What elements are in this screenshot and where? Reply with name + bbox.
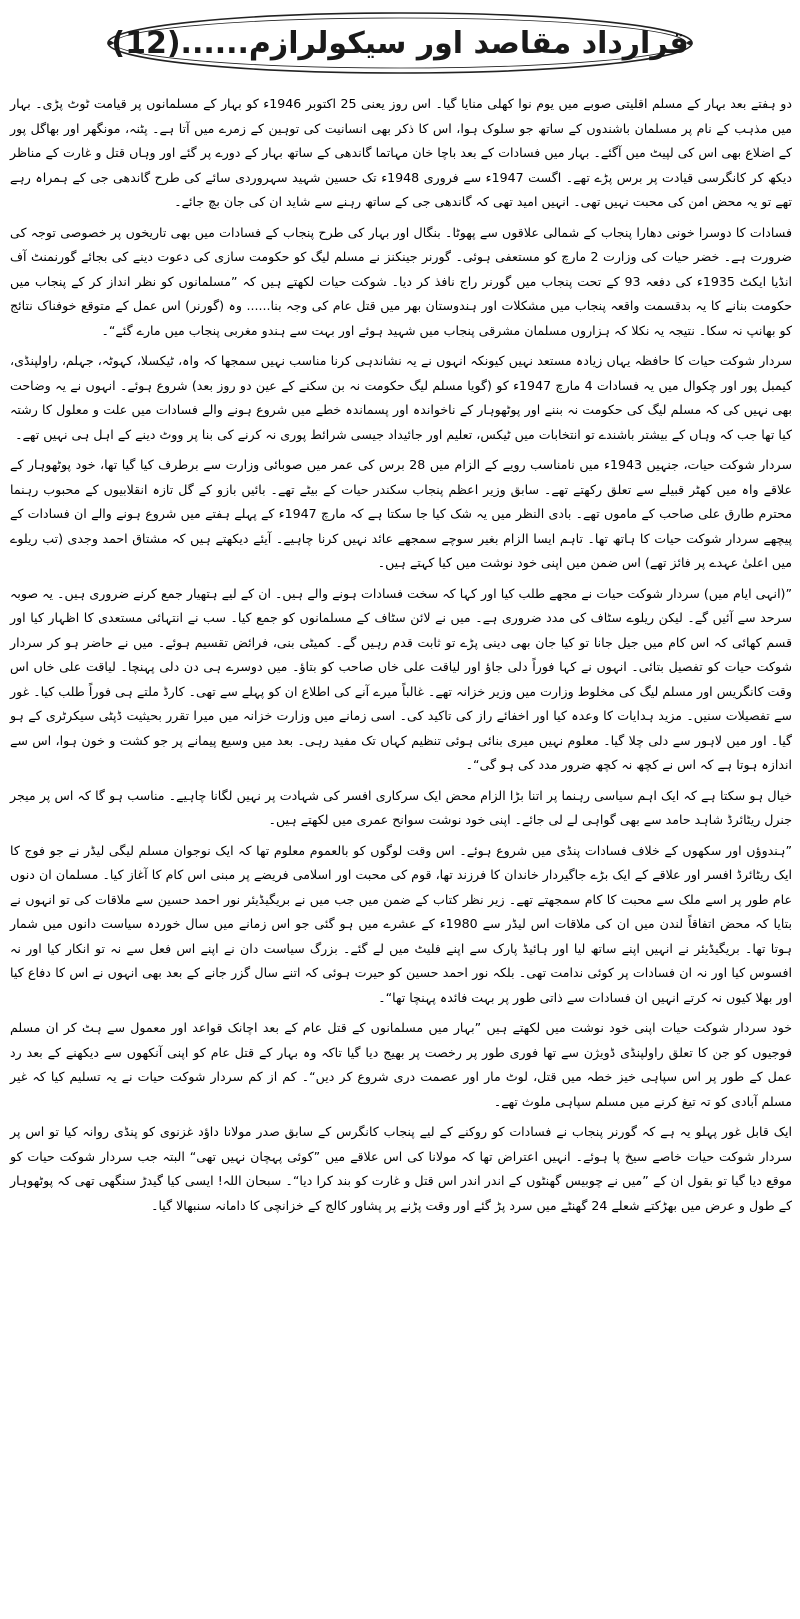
quoted-paragraph: ”(انہی ایام میں) سردار شوکت حیات نے مجھے طلب کیا اور کہا کہ سخت فسادات ہونے والے ہیں۔ ان کے لیے ہتھیار جمع کرنے ضروری ہیں۔ یہ صوبہ سرحد سے آئیں گے۔ لیکن ریلوے سٹاف کی مدد ضروری ہے۔ میں نے لائن سٹاف کے مسلمانوں کو جمع کیا۔ سب نے انتہائی مستعدی کا اظہار کیا اور قسم کھائی کہ اس کام میں جیل جانا تو کیا جان بھی دینی پڑے تو ثابت قدم رہیں گے۔ کمیٹی بنی، فرائض تقسیم ہوئے۔ میں نے حاضر ہو کر سردار شوکت حیات کو تفصیل بتائی۔ انہوں نے کہا فوراً دلی جاؤ اور لیاقت علی خاں صاحب کو بتاؤ۔ میں دوسرے ہی دن دلی پہنچا۔ لیاقت علی خاں اس وقت کانگریس اور مسلم لیگ کی مخلوط وزارت میں وزیر خزانہ تھے۔ غالباً میرے آنے کی اطلاع ان کو پہلے سے تھی۔ کارڈ ملتے ہی فوراً طلب کیا۔ غور سے تفصیلات سنیں۔ مزید ہدایات کا وعدہ کیا اور اخفائے راز کی تاکید کی۔ اسی زمانے میں وزارت خزانہ میں میرا تقرر بحیثیت ڈپٹی سیکرٹری کے ہو گیا۔ اور میں لاہور سے دلی چلا گیا۔ معلوم نہیں میری بنائی ہوئی تنظیم کہاں تک مفید رہی۔ بعد میں وسیع پیمانے پر جو کشت و خون ہوا، اس سے اندازہ ہوتا ہے کہ اس نے کچھ نہ کچھ ضرور مدد کی ہو گی“۔ [10,585,792,772]
paragraph: فسادات کا دوسرا خونی دھارا پنجاب کے شمالی علاقوں سے پھوٹا۔ بنگال اور بہار کی طرح پنجاب کے فسادات میں بھی تاریخوں پر خصوصی توجہ کی ضرورت ہے۔ خضر حیات کی وزارت 2 مارچ کو مستعفی ہوئی۔ گورنر جینکنز نے مسلم لیگ کو حکومت سازی کی دعوت دینے کی بجائے گورنمنٹ آف انڈیا ایکٹ 1935ء کی دفعہ 93 کے تحت پنجاب میں گورنر راج نافذ کر دیا۔ شوکت حیات لکھتے ہیں کہ ”مسلمانوں کو نظر انداز کر کے پنجاب میں حکومت بنانے کا یہ بدقسمت واقعہ پنجاب میں مشکلات اور ہندوستان بھر میں قتل عام کی وجہ بنا...... وہ (گورنر) اس عمل کے متوقع خوفناک نتائج کو بھانپ نہ سکا۔ نتیجہ یہ نکلا کہ ہزاروں مسلمان مشرقی پنجاب میں شہید ہوئے اور بہت سے ہندو مغربی پنجاب میں مارے گئے“۔ [10,224,792,338]
column-title: قرارداد مقاصد اور سیکولرازم......(12) [111,25,689,61]
column-header-banner [100,5,700,81]
quoted-paragraph: ”ہندوؤں اور سکھوں کے خلاف فسادات پنڈی میں شروع ہوئے۔ اس وقت لوگوں کو بالعموم معلوم تھا کہ ایک نوجوان مسلم لیگی لیڈر نے جو فوج کا ایک ریٹائرڈ افسر اور علاقے کے ایک بڑے جاگیردار خاندان کا فرزند تھا، قوم کی محبت اور اسلامی فریضے پر مبنی اس کام کا آغاز کیا۔ مسلمان ان دنوں عام طور پر اسے ملک سے محبت کا کام سمجھتے تھے۔ زیر نظر کتاب کے ضمن میں جب میں نے بریگیڈیئر نور احمد حسین سے ملاقات کی تو انہوں نے بتایا کہ محض اتفاقاً لندن میں ان کی ملاقات اس لیڈر سے 1980ء کے عشرے میں ہو گئی جو اس زمانے میں سال خوردہ سیاست دانوں میں شمار ہوتا تھا۔ بریگیڈیئر نے انہیں اپنے ساتھ لیا اور ہائیڈ پارک سے اپنے فلیٹ میں لے گئے۔ بزرگ سیاست دان نے اپنے اس فعل سے نہ تو انکار کیا اور نہ افسوس کیا اور نہ ان فسادات پر کوئی ندامت تھی۔ بلکہ نور احمد حسین کو حیرت ہوئی کہ اتنے سال گزر جانے کے بعد بھی انہوں نے اس کا دفاع کیا اور بھلا کیوں نہ کرتے انہیں ان فسادات سے ذاتی طور پر بہت فائدہ پہنچا تھا“۔ [10,842,792,1005]
paragraph: خیال ہو سکتا ہے کہ ایک اہم سیاسی رہنما پر اتنا بڑا الزام محض ایک سرکاری افسر کی شہادت پر نہیں لگانا چاہیے۔ مناسب ہو گا کہ اس پر میجر جنرل ریٹائرڈ شاہد حامد سے بھی گواہی لے لی جائے۔ اپنی خود نوشت سوانح عمری میں لکھتے ہیں۔ [10,787,792,827]
article-body [10,92,792,1224]
paragraph: ایک قابل غور پہلو یہ ہے کہ گورنر پنجاب نے فسادات کو روکنے کے لیے پنجاب کانگرس کے سابق صدر مولانا داؤد غزنوی کو پنڈی روانہ کیا تو اس پر سردار شوکت حیات خاصے سیخ پا ہوئے۔ انہیں اعتراض تھا کہ مولانا کی اس علاقے میں ”کوئی پہچان نہیں تھی“ البتہ جب سردار شوکت حیات کو موقع دیا گیا تو بقول ان کے ”میں نے چوبیس گھنٹوں کے اندر اندر اس قتل و غارت کو بند کرا دیا“۔ سبحان اللہ! ایسی کیا گیدڑ سنگھی تھی کہ پوٹھوہار کے طول و عرض میں بھڑکتے شعلے 24 گھنٹے میں سرد پڑ گئے اور وقت پڑنے پر پشاور کالج کے خزانچی کا دامانہ سنبھالا گیا۔ [10,1124,792,1213]
paragraph: دو ہفتے بعد بہار کے مسلم اقلیتی صوبے میں یوم نوا کھلی منایا گیا۔ اس روز یعنی 25 اکتوبر 1946ء کو بہار کے مسلمانوں پر قیامت ٹوٹ پڑی۔ بہار میں مذہب کے نام پر مسلمان باشندوں کے ساتھ جو سلوک ہوا، اس کا ذکر بھی انسانیت کی توہین کے زمرے میں آتا ہے۔ پٹنہ، مونگھر اور بھاگل پور کے اضلاع بھی اس کی لپیٹ میں آگئے۔ بہار میں فسادات کے بعد باچا خان مہاتما گاندھی کے ساتھ بہار کے دورے پر گئے اور وہاں قتل و غارت کے مناظر دیکھ کر کانگرسی قیادت پر برس پڑے تھے۔ اگست 1947ء سے فروری 1948ء تک حسین شہید سہروردی سائے کی طرح گاندھی جی کے ہمراہ رہے تھے تو یہ محض امن کی محبت نہیں تھی۔ انہیں امید تھی کہ گاندھی جی کے ساتھ رہنے سے شاید ان کی جان بچ جائے۔ [10,96,793,209]
paragraph: خود سردار شوکت حیات اپنی خود نوشت میں لکھتے ہیں ”بہار میں مسلمانوں کے قتل عام کے بعد اچانک قواعد اور معمول سے ہٹ کر ان مسلم فوجیوں کو جن کا تعلق راولپنڈی ڈویژن سے تھا فوری طور پر رخصت پر بھیج دیا گیا تاکہ وہ بہار کے قتل عام کو اپنی آنکھوں سے دیکھنے کے بعد رد عمل کے طور پر اس سپاہی خیز خطہ میں قتل، لوٹ مار اور عصمت دری شروع کر دیں“۔ کم از کم سردار شوکت حیات نے یہ تسلیم کیا کہ غیر مسلم آبادی کو تہ تیغ کرنے میں مسلم سپاہی ملوث تھے۔ [10,1020,792,1109]
paragraph: سردار شوکت حیات کا حافظہ یہاں زیادہ مستعد نہیں کیونکہ انہوں نے یہ نشاندہی کرنا مناسب نہیں سمجھا کہ واہ، ٹیکسلا، کہوٹہ، جہلم، راولپنڈی، کیمبل پور اور چکوال میں یہ فسادات 4 مارچ 1947ء کو (گویا مسلم لیگ حکومت نہ بن سکنے کے عین دو روز بعد) شروع ہوئے۔ انہوں نے یہ وضاحت بھی نہیں کی کہ مسلم لیگ کی حکومت نہ بننے اور پوٹھوہار کے ناخواندہ اور پسماندہ خطے میں شروع ہونے والے فسادات میں علت و معلول کا رشتہ کیا تھا جب کہ وہاں کے بیشتر باشندے تو انتخابات میں ٹیکس، تعلیم اور جائیداد جیسی شرائط پوری نہ کرنے کی بنا پر ووٹ دینے کے اہل ہی نہیں تھے۔ [10,353,792,442]
paragraph: سردار شوکت حیات، جنہیں 1943ء میں نامناسب رویے کے الزام میں 28 برس کی عمر میں صوبائی وزارت سے برطرف کیا گیا تھا، خود پوٹھوہار کے علاقے واہ میں کھٹر قبیلے سے تعلق رکھتے تھے۔ سابق وزیر اعظم پنجاب سکندر حیات کے بیٹے تھے۔ بائیں بازو کے گل تازہ انقلابیوں کے محبوب رہنما محترم طارق علی صاحب کے ماموں تھے۔ بادی النظر میں یہ شک کیا جا سکتا ہے کہ مارچ 1947ء کے پہلے ہفتے میں شروع ہونے والے ان فسادات کے پیچھے سردار شوکت حیات کا ہاتھ تھا۔ تاہم ایسا الزام بغیر سوچے سمجھے عائد نہیں کرنا چاہیے۔ آیئے دیکھتے ہیں کہ مشتاق احمد وجدی (تب ریلوے میں اعلیٰ عہدے پر فائز تھے) اس ضمن میں اپنی خود نوشت میں کیا کہتے ہیں۔ [10,457,792,570]
